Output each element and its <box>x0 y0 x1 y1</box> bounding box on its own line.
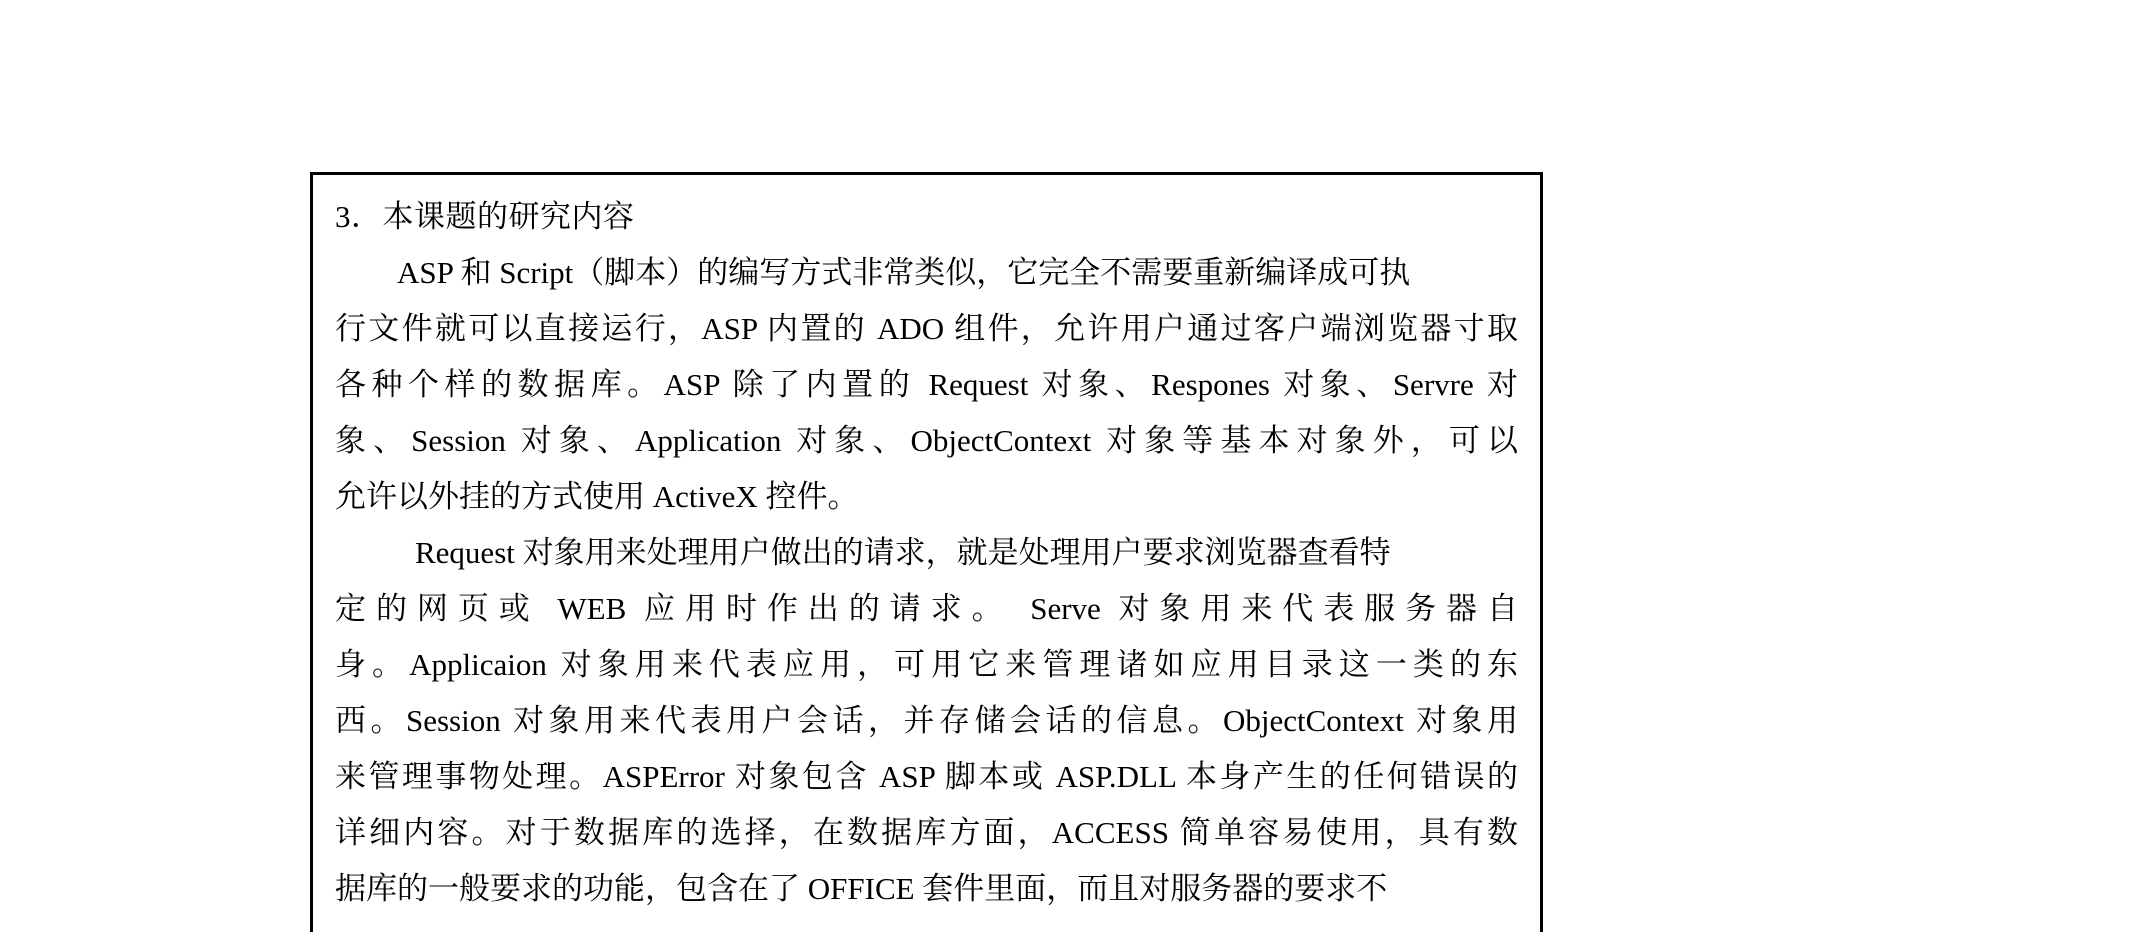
paragraph-2-line-1: Request 对象用来处理用户做出的请求，就是处理用户要求浏览器查看特 <box>415 535 1391 570</box>
paragraph-1-line-2: 行文件就可以直接运行，ASP 内置的 ADO 组件，允许用户通过客户端浏览器寸取 <box>335 311 1518 346</box>
paragraph-2-line-3: 身。Applicaion 对象用来代表应用，可用它来管理诸如应用目录这一类的东 <box>335 647 1518 682</box>
paragraph-2-line-7: 据库的一般要求的功能，包含在了 OFFICE 套件里面，而且对服务器的要求不 <box>335 871 1388 906</box>
paragraph-2-line-2: 定的网页或 WEB 应用时作出的请求。 Serve 对象用来代表服务器自 <box>335 591 1518 626</box>
paragraph-1-line-4: 象、Session 对象、Application 对象、ObjectContext 对象等基本对象外，可以 <box>335 423 1518 458</box>
paragraph-1-line-5: 允许以外挂的方式使用 ActiveX 控件。 <box>335 479 859 514</box>
paragraph-2-line-4: 西。Session 对象用来代表用户会话，并存储会话的信息。ObjectContext 对象用 <box>335 703 1518 738</box>
document-text-frame <box>310 172 1543 932</box>
paragraph-1 <box>335 245 1518 525</box>
paragraph-1-line-1: ASP 和 Script（脚本）的编写方式非常类似，它完全不需要重新编译成可执 <box>397 255 1411 290</box>
section-heading: 3．本课题的研究内容 <box>335 199 635 234</box>
document-content <box>313 175 1540 917</box>
paragraph-2 <box>335 525 1518 917</box>
paragraph-2-line-5: 来管理事物处理。ASPError 对象包含 ASP 脚本或 ASP.DLL 本身产生的任何错误的 <box>335 759 1518 794</box>
paragraph-1-line-3: 各种个样的数据库。ASP 除了内置的 Request 对象、Respones 对象、Servre 对 <box>335 367 1518 402</box>
paragraph-2-line-6: 详细内容。对于数据库的选择，在数据库方面，ACCESS 简单容易使用，具有数 <box>335 815 1518 850</box>
